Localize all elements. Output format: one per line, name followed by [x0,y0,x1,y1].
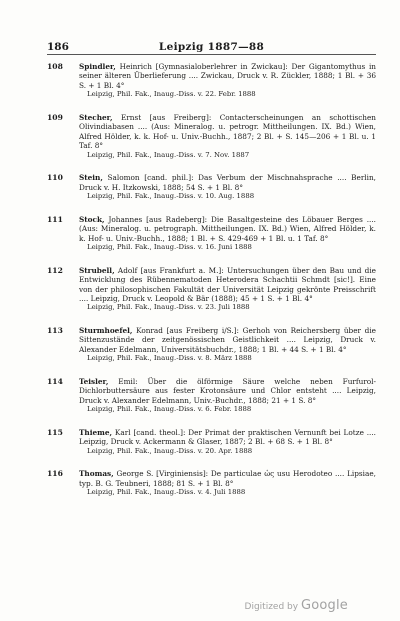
entry-number: 116 [47,469,63,479]
entry-number: 109 [47,112,63,122]
entry-title: Adolf [aus Frankfurt a. M.]: Untersuchungen über den Bau und die Entwicklung des Rübennematoden Heterodera Schachtii Schmdt [sic!]. Eine von der philosophischen Fakultät der Universität Leipzig gekrönte Preisschrift .... Leipzig, Druck v. Leopold & Bär (1888); 45 + 1 S. + 1 Bl. 4° [79,265,376,303]
entry-body [79,266,376,313]
running-title: Leipzig 1887—88 [158,41,265,53]
entry-body [79,62,376,100]
entry-author: Teisler, [79,376,109,386]
entry-title: Ernst [aus Freiberg]: Contacterscheinungen an schottischen Olivindiabasen .... (Aus: Mineralog. u. petrogr. Mittheilungen. IX. Bd.) Wien, Alfred Hölder, k. k. Hof- u. Univ.-Buchh., 1887; 2 Bl. + S. 145—206 + 1 Bl. u. 1 Taf. 8° [79,112,376,151]
header-rule [47,54,376,55]
entry-title: George S. [Virginiensis]: De particulae ὡς usu Herodoteo .... Lipsiae, typ. B. G. Teubneri, 1888; 81 S. + 1 Bl. 8° [79,469,376,488]
bibliography-entry [47,428,376,456]
entry-dissertation-note: Leipzig, Phil. Fak., Inaug.-Diss. v. 7. Nov. 1887 [87,150,250,159]
page-header [47,41,376,53]
entry-author: Stein, [79,173,103,183]
entry-dissertation-note: Leipzig, Phil. Fak., Inaug.-Diss. v. 20. Apr. 1888 [87,446,253,455]
bibliography-entry [47,215,376,253]
entry-number: 110 [47,173,63,183]
entry-body [79,215,376,253]
entry-dissertation-note: Leipzig, Phil. Fak., Inaug.-Diss. v. 10. Aug. 1888 [87,192,255,201]
entry-author: Spindler, [79,62,116,71]
entry-dissertation-note: Leipzig, Phil. Fak., Inaug.-Diss. v. 23. Juli 1888 [87,303,250,312]
entry-body [79,377,376,415]
bibliography-entry [47,266,376,313]
digitized-by-label: Digitized by [244,602,299,612]
entry-body [79,428,376,456]
bibliography-entry [47,173,376,201]
entry-author: Thomas, [79,469,114,479]
entry-author: Thieme, [79,427,113,437]
google-logo: Google [300,598,348,613]
entry-title: Salomon [cand. phil.]: Das Verbum der Mischnahsprache .... Berlin, Druck v. H. Itzkowski, 1888; 54 S. + 1 Bl. 8° [79,173,376,192]
entry-author: Stock, [79,214,105,224]
entry-number: 114 [47,376,63,386]
entry-body [79,469,376,497]
entry-body [79,326,376,364]
entry-title: Heinrich [Gymnasialoberlehrer in Zwickau]: Der Gigantomythus in seiner älteren Überlieferung .... Zwickau, Druck v. R. Zückler, 1888; 1 Bl. + 36 S. + 1 Bl. 4° [79,62,376,90]
entry-body [79,113,376,160]
entry-dissertation-note: Leipzig, Phil. Fak., Inaug.-Diss. v. 16. Juni 1888 [87,242,252,251]
bibliography-entry [47,326,376,364]
page-number: 186 [47,41,69,53]
bibliography-entry [47,62,376,100]
entry-body [79,173,376,201]
entry-dissertation-note: Leipzig, Phil. Fak., Inaug.-Diss. v. 8. März 1888 [87,354,252,363]
entry-list [47,62,376,511]
entry-title: Konrad [aus Freiberg i/S.]: Gerhoh von Reichersberg über die Sittenzustände der zeitgenössischen Geistlichkeit .... Leipzig, Druck v. Alexander Edelmann, Universitätsbuchdr., 1888; 1 Bl. + 44 S. + 1 Bl. 4° [79,326,376,354]
entry-dissertation-note: Leipzig, Phil. Fak., Inaug.-Diss. v. 6. Febr. 1888 [87,405,252,414]
bibliography-entry [47,113,376,160]
bibliography-entry [47,377,376,415]
entry-number: 113 [47,326,63,336]
entry-dissertation-note: Leipzig, Phil. Fak., Inaug.-Diss. v. 22. Febr. 1888 [87,90,256,99]
entry-title: Johannes [aus Radeberg]: Die Basaltgesteine des Löbauer Berges .... (Aus: Mineralog. u. petrograph. Mittheilungen. IX. Bd.) Wien, Alfred Hölder, k. k. Hof- u. Univ.-Buchh., 1888; 1 Bl. + S. 429-469 + 1 Bl. u. 1 Taf. 8° [79,214,376,243]
entry-title: Emil: Über die ölförmige Säure welche neben Furfurol-Dichlorbuttersäure aus fester Krotonsäure und Chlor entsteht .... Leipzig, Druck v. Alexander Edelmann, Univ.-Buchdr., 1888; 21 + 1 S. 8° [79,376,376,405]
entry-number: 111 [47,214,63,224]
entry-author: Sturmhoefel, [79,326,133,336]
entry-author: Stecher, [79,112,113,122]
digitization-watermark [245,598,348,613]
entry-title: Karl [cand. theol.]: Der Primat der praktischen Vernunft bei Lotze .... Leipzig, Druck v. Ackermann & Glaser, 1887; 2 Bl. + 68 S. + 1 Bl. 8° [79,427,376,447]
entry-number: 112 [47,265,63,275]
bibliography-entry [47,469,376,497]
entry-number: 115 [47,427,63,437]
entry-author: Strubell, [79,265,115,275]
entry-dissertation-note: Leipzig, Phil. Fak., Inaug.-Diss. v. 4. Juli 1888 [87,488,246,497]
entry-number: 108 [47,62,63,71]
